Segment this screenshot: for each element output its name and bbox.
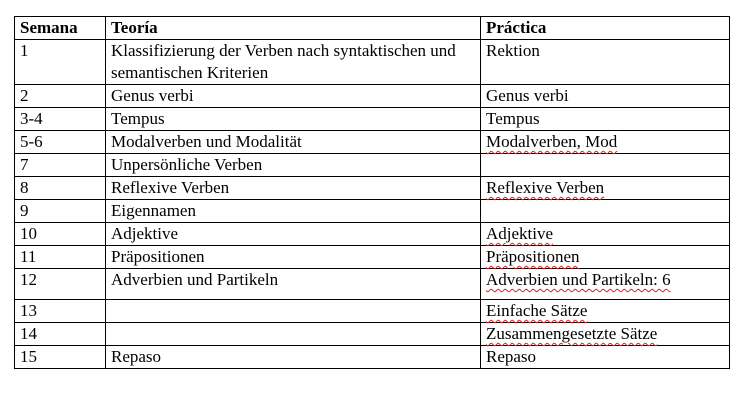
- cell-semana: 8: [15, 177, 106, 200]
- cell-semana: 5-6: [15, 131, 106, 154]
- practica-text: Adjektive: [486, 224, 554, 243]
- cell-practica: Genus verbi: [481, 85, 730, 108]
- cell-teoria: Adjektive: [106, 223, 481, 246]
- cell-teoria: Reflexive Verben: [106, 177, 481, 200]
- cell-practica: [481, 223, 730, 246]
- cell-teoria: [106, 300, 481, 323]
- cell-practica: [481, 246, 730, 269]
- table-row: [15, 85, 730, 108]
- table-row: [15, 200, 730, 223]
- cell-semana: 9: [15, 200, 106, 223]
- table-row: [15, 131, 730, 154]
- cell-practica: Rektion: [481, 40, 730, 85]
- practica-text: Einfache Sätze: [486, 301, 588, 320]
- practica-text: Zusammengesetzte Sätze: [486, 324, 658, 343]
- cell-practica: Repaso: [481, 346, 730, 369]
- cell-semana: 11: [15, 246, 106, 269]
- table-row: [15, 40, 730, 85]
- cell-semana: 12: [15, 269, 106, 300]
- practica-text: Präpositionen: [486, 247, 580, 266]
- practica-text: Adverbien und Partikeln: 6: [486, 270, 671, 289]
- cell-teoria: Adverbien und Partikeln: [106, 269, 481, 300]
- cell-practica: [481, 269, 730, 300]
- cell-teoria: [106, 323, 481, 346]
- cell-teoria: Genus verbi: [106, 85, 481, 108]
- cell-teoria: Eigennamen: [106, 200, 481, 223]
- schedule-table: [14, 16, 730, 369]
- table-row: [15, 323, 730, 346]
- cell-practica: [481, 323, 730, 346]
- cell-semana: 15: [15, 346, 106, 369]
- table-row: [15, 300, 730, 323]
- table-row: [15, 346, 730, 369]
- cell-teoria: Modalverben und Modalität: [106, 131, 481, 154]
- cell-semana: 13: [15, 300, 106, 323]
- cell-teoria: Unpersönliche Verben: [106, 154, 481, 177]
- practica-text: Modalverben, Mod: [486, 132, 618, 151]
- cell-practica: [481, 131, 730, 154]
- header-semana: Semana: [15, 17, 106, 40]
- table-header-row: [15, 17, 730, 40]
- table-row: [15, 154, 730, 177]
- cell-teoria: Tempus: [106, 108, 481, 131]
- table-row: [15, 108, 730, 131]
- table-row: [15, 177, 730, 200]
- cell-teoria: Präpositionen: [106, 246, 481, 269]
- cell-semana: 10: [15, 223, 106, 246]
- cell-semana: 1: [15, 40, 106, 85]
- cell-practica: [481, 154, 730, 177]
- table-row: [15, 246, 730, 269]
- header-practica: Práctica: [481, 17, 730, 40]
- cell-practica: [481, 300, 730, 323]
- cell-semana: 7: [15, 154, 106, 177]
- header-teoria: Teoría: [106, 17, 481, 40]
- cell-teoria: Klassifizierung der Verben nach syntaktischen und semantischen Kriterien: [106, 40, 481, 85]
- cell-practica: Tempus: [481, 108, 730, 131]
- cell-practica: [481, 200, 730, 223]
- table-row: [15, 223, 730, 246]
- cell-semana: 14: [15, 323, 106, 346]
- cell-practica: [481, 177, 730, 200]
- practica-text: Reflexive Verben: [486, 178, 605, 197]
- table-row: [15, 269, 730, 300]
- cell-teoria: Repaso: [106, 346, 481, 369]
- cell-semana: 2: [15, 85, 106, 108]
- cell-semana: 3-4: [15, 108, 106, 131]
